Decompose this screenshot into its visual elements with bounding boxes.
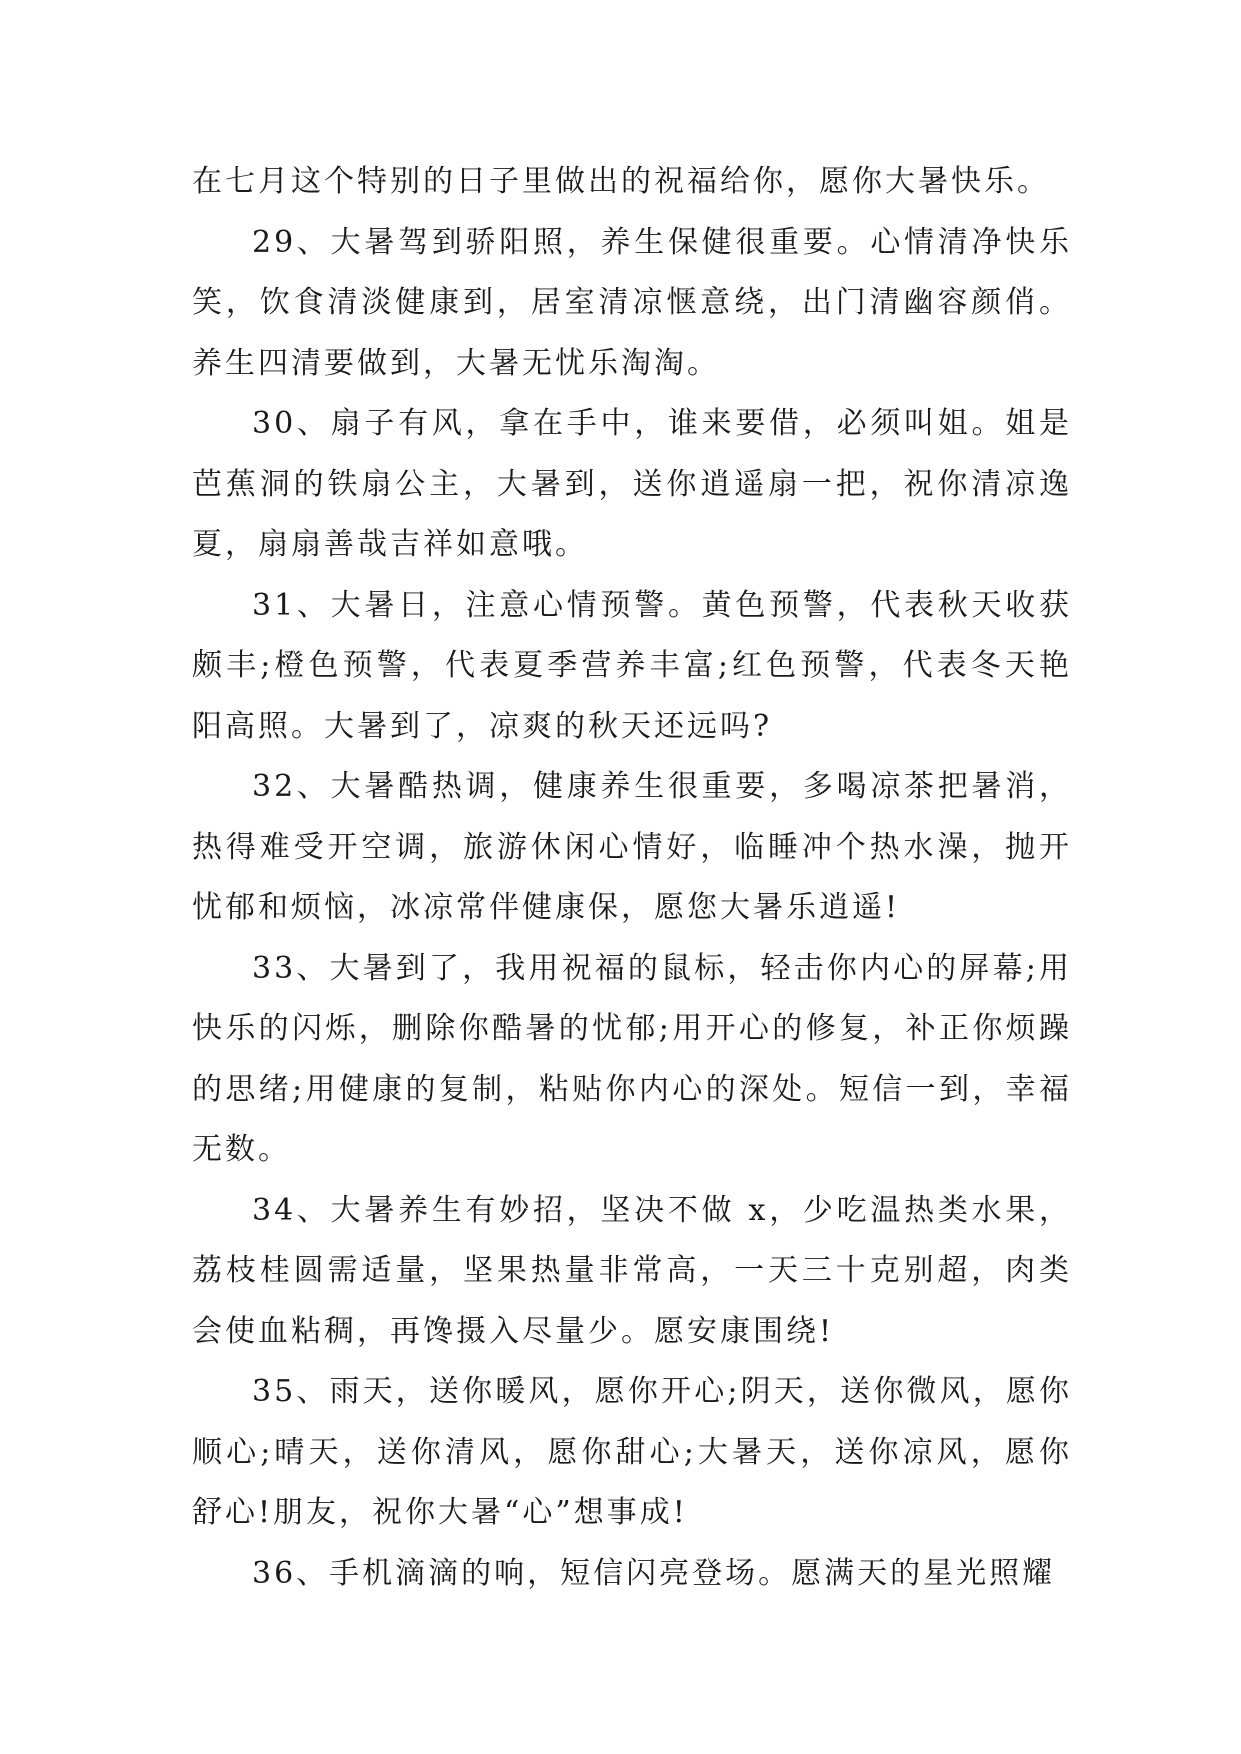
paragraph-29: 29、大暑驾到骄阳照，养生保健很重要。心情清净快乐笑，饮食清淡健康到，居室清凉惬意绕，出门清幽容颜俏。养生四清要做到，大暑无忧乐淘淘。 [192,224,1072,381]
document-page [192,152,1072,1604]
paragraph-32: 32、大暑酷热调，健康养生很重要，多喝凉茶把暑消，热得难受开空调，旅游休闲心情好，临睡冲个热水澡，抛开忧郁和烦恼，冰凉常伴健康保，愿您大暑乐逍遥! [192,769,1072,925]
paragraph-31: 31、大暑日，注意心情预警。黄色预警，代表秋天收获颇丰;橙色预警，代表夏季营养丰富;红色预警，代表冬天艳阳高照。大暑到了，凉爽的秋天还远吗? [192,587,1072,744]
paragraph-36: 36、手机滴滴的响，短信闪亮登场。愿满天的星光照耀 [252,1555,1056,1591]
paragraph-33: 33、大暑到了，我用祝福的鼠标，轻击你内心的屏幕;用快乐的闪烁，删除你酷暑的忧郁;用开心的修复，补正你烦躁的思绪;用健康的复制，粘贴你内心的深处。短信一到，幸福无数。 [192,950,1072,1167]
paragraph-34: 34、大暑养生有妙招，坚决不做 x，少吃温热类水果，荔枝桂圆需适量，坚果热量非常高，一天三十克别超，肉类会使血粘稠，再馋摄入尽量少。愿安康围绕! [192,1192,1072,1349]
paragraph-35: 35、雨天，送你暖风，愿你开心;阴天，送你微风，愿你顺心;晴天，送你清风，愿你甜心;大暑天，送你凉风，愿你舒心!朋友，祝你大暑“心”想事成! [192,1374,1072,1530]
paragraph-continuation: 在七月这个特别的日子里做出的祝福给你，愿你大暑快乐。 [192,164,1050,199]
paragraph-30: 30、扇子有风，拿在手中，谁来要借，必须叫姐。姐是芭蕉洞的铁扇公主，大暑到，送你逍遥扇一把，祝你清凉逸夏，扇扇善哉吉祥如意哦。 [192,406,1072,562]
